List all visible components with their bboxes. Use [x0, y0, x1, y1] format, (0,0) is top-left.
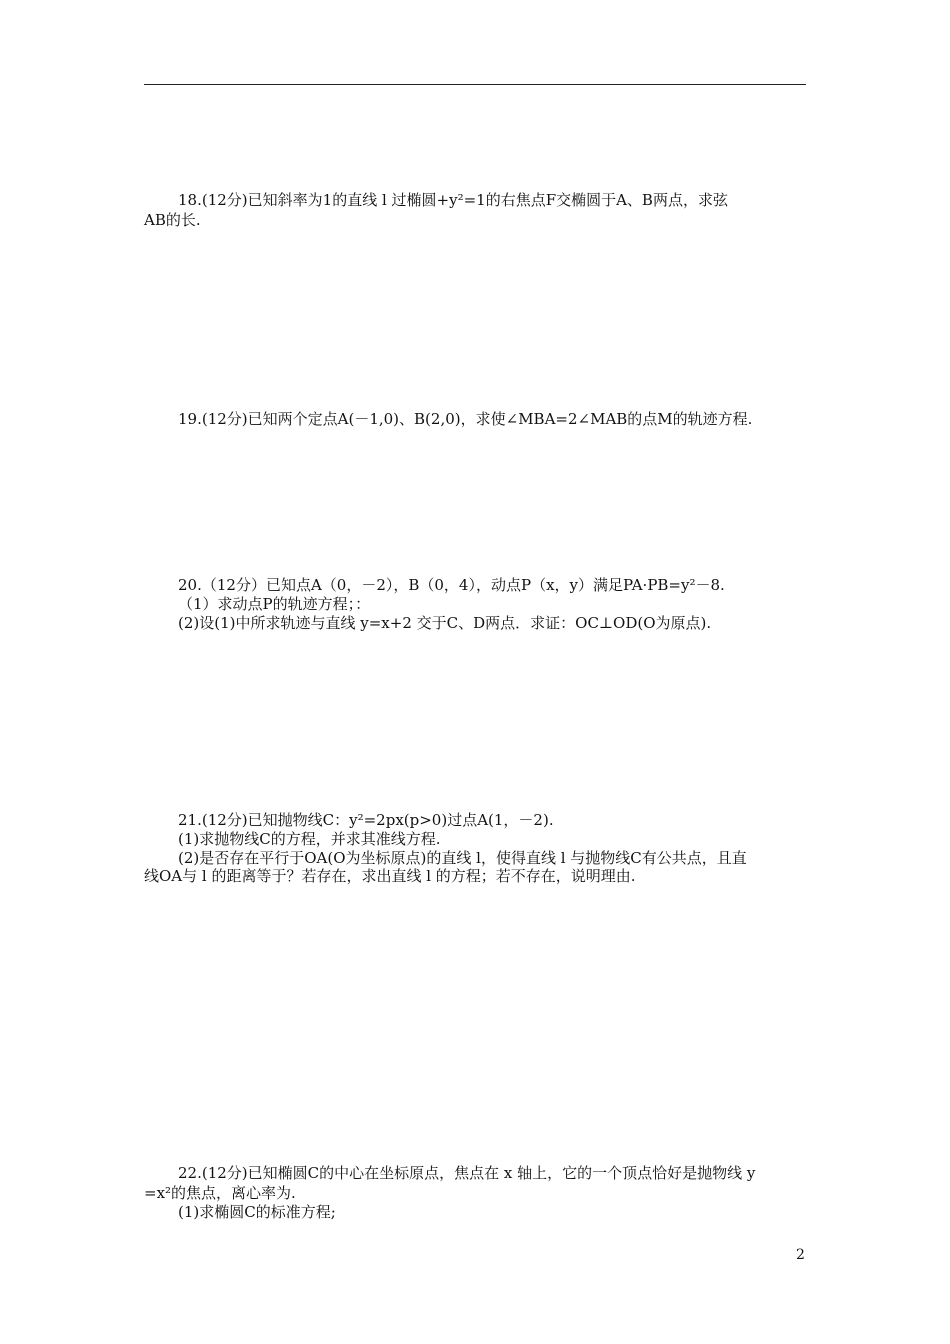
problem-22-line-1: 22.(12分)已知椭圆C的中心在坐标原点，焦点在 x 轴上，它的一个顶点恰好是抛物线 y: [178, 1164, 756, 1182]
page-number: 2: [796, 1247, 805, 1263]
problem-21-line-1: 21.(12分)已知抛物线C：y²=2px(p>0)过点A(1，－2).: [178, 811, 554, 829]
problem-21-line-2: (1)求抛物线C的方程，并求其准线方程.: [178, 830, 441, 848]
problem-20-line-1: 20.（12分）已知点A（0，－2），B（0，4），动点P（x，y）满足PA·PB=y²－8.: [178, 576, 725, 594]
problem-18-line-2: AB的长.: [144, 211, 201, 229]
problem-18-line-1: 18.(12分)已知斜率为1的直线 l 过椭圆+y²=1的右焦点F交椭圆于A、B两点，求弦: [178, 191, 728, 209]
header-rule: [144, 84, 806, 85]
problem-22-line-2: =x²的焦点，离心率为.: [144, 1184, 296, 1202]
problem-21-line-3: (2)是否存在平行于OA(O为坐标原点)的直线 l，使得直线 l 与抛物线C有公共点，且直: [178, 849, 747, 867]
problem-20-line-3: (2)设(1)中所求轨迹与直线 y=x+2 交于C、D两点．求证：OC⊥OD(O为原点).: [178, 614, 712, 632]
problem-22-line-3: (1)求椭圆C的标准方程;: [178, 1203, 336, 1221]
problem-21-line-4: 线OA与 l 的距离等于？若存在，求出直线 l 的方程；若不存在，说明理由.: [144, 867, 636, 885]
problem-20-line-2: （1）求动点P的轨迹方程；：: [178, 595, 371, 613]
problem-19-line-1: 19.(12分)已知两个定点A(－1,0)、B(2,0)，求使∠MBA=2∠MAB的点M的轨迹方程.: [178, 410, 753, 428]
